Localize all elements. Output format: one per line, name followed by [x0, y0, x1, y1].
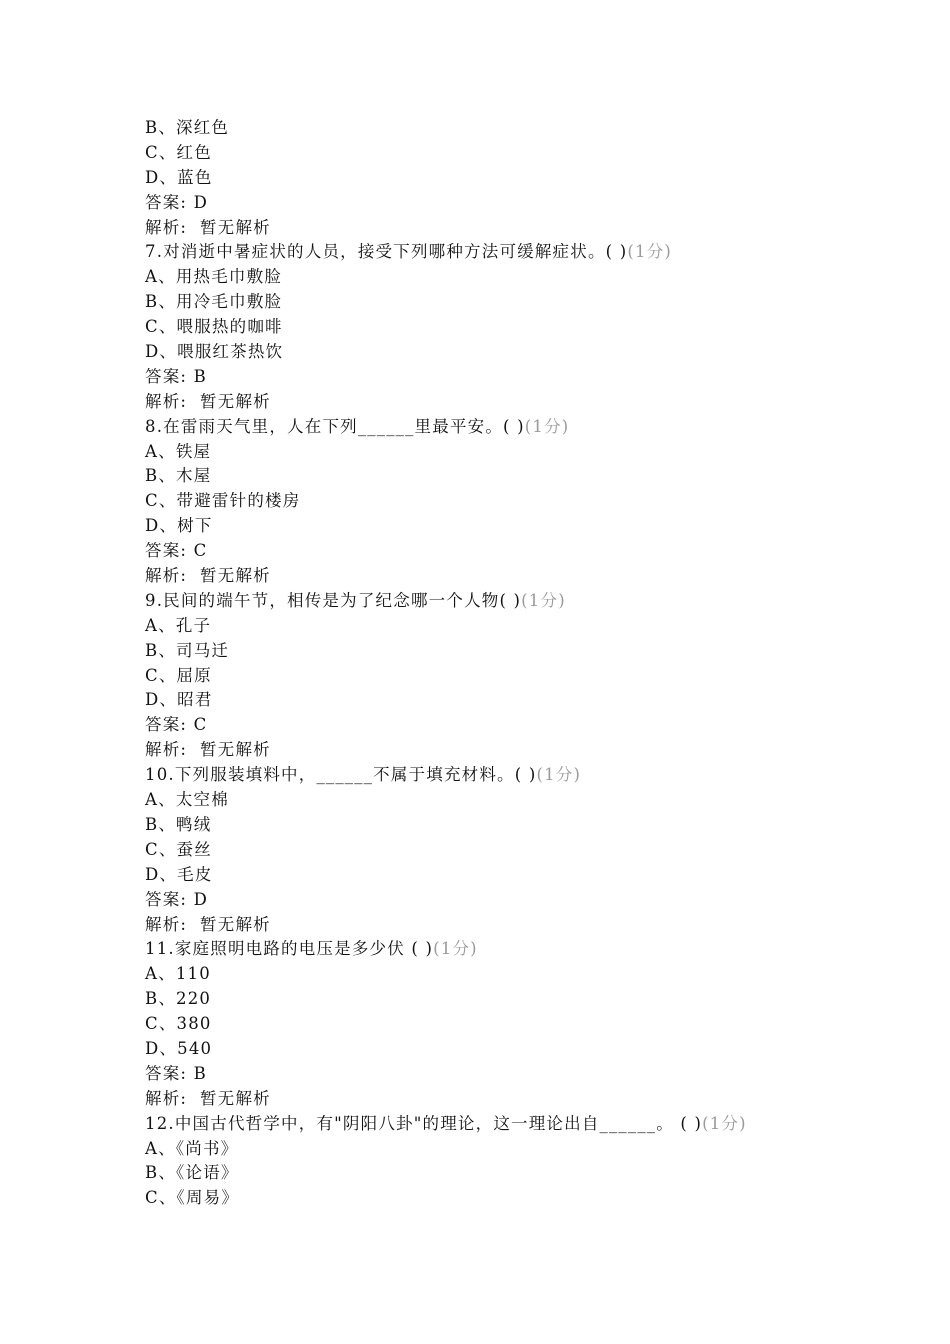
option-line [145, 664, 905, 689]
line-text: B、鸭绒 [145, 814, 212, 834]
option-line [145, 489, 905, 514]
option-line [145, 863, 905, 888]
option-line [145, 987, 905, 1012]
line-text: D、毛皮 [145, 864, 213, 884]
line-text: D、蓝色 [145, 167, 213, 187]
answer-line [145, 713, 905, 738]
explanation-line [145, 390, 905, 415]
line-text: D、喂服红茶热饮 [145, 342, 284, 362]
option-line [145, 166, 905, 191]
option-line [145, 1137, 905, 1162]
line-text: C、屈原 [145, 665, 212, 685]
answer-line [145, 1062, 905, 1087]
line-text: 答案: D [145, 192, 209, 212]
option-line [145, 614, 905, 639]
question-line [145, 763, 905, 788]
line-text: D、昭君 [145, 690, 213, 710]
option-line [145, 639, 905, 664]
line-text: 答案: B [145, 366, 207, 386]
line-text: 答案: D [145, 889, 209, 909]
line-text: 解析: 暂无解析 [145, 566, 271, 586]
line-text: D、540 [145, 1038, 213, 1058]
option-line [145, 141, 905, 166]
explanation-line [145, 738, 905, 763]
line-text: 解析: 暂无解析 [145, 740, 271, 760]
score-label: (1分) [433, 939, 478, 959]
line-text: 11.家庭照明电路的电压是多少伏 ( ) [145, 939, 434, 959]
line-text: C、380 [145, 1014, 212, 1034]
line-text: B、《论语》 [145, 1163, 239, 1183]
document-page [145, 116, 905, 1211]
question-line [145, 415, 905, 440]
option-line [145, 290, 905, 315]
line-text: A、110 [145, 964, 211, 984]
score-label: (1分) [524, 416, 570, 436]
score-label: (1分) [702, 1113, 747, 1133]
option-line [145, 464, 905, 489]
option-line [145, 340, 905, 365]
question-line [145, 937, 905, 962]
line-text: 解析: 暂无解析 [145, 1088, 271, 1108]
line-text: 答案: C [145, 541, 208, 561]
option-line [145, 838, 905, 863]
line-text: 7.对消逝中暑症状的人员，接受下列哪种方法可缓解症状。( ) [145, 242, 628, 262]
answer-line [145, 365, 905, 390]
line-text: A、用热毛巾敷脸 [145, 267, 283, 287]
score-label: (1分) [627, 242, 673, 262]
explanation-line [145, 913, 905, 938]
explanation-line [145, 1087, 905, 1112]
option-line [145, 962, 905, 987]
line-text: A、《尚书》 [145, 1138, 239, 1158]
line-text: D、树下 [145, 516, 213, 536]
line-text: B、木屋 [145, 466, 212, 486]
option-line [145, 1012, 905, 1037]
line-text: B、220 [145, 989, 212, 1009]
option-line [145, 514, 905, 539]
line-text: B、深红色 [145, 118, 230, 137]
question-line [145, 589, 905, 614]
explanation-line [145, 216, 905, 241]
line-text: 答案: C [145, 715, 208, 735]
option-line [145, 1037, 905, 1062]
option-line [145, 688, 905, 713]
question-line [145, 1112, 905, 1137]
line-text: B、用冷毛巾敷脸 [145, 292, 283, 312]
option-line [145, 265, 905, 290]
line-text: C、带避雷针的楼房 [145, 491, 301, 511]
option-line [145, 116, 905, 141]
line-text: A、太空棉 [145, 790, 229, 810]
option-line [145, 1161, 905, 1186]
line-text: 解析: 暂无解析 [145, 217, 271, 237]
answer-line [145, 539, 905, 564]
answer-line [145, 888, 905, 913]
question-line [145, 240, 905, 265]
line-text: 解析: 暂无解析 [145, 914, 271, 934]
line-text: 12.中国古代哲学中，有"阴阳八卦"的理论，这一理论出自______。 ( ) [145, 1113, 703, 1133]
line-text: C、喂服热的咖啡 [145, 317, 283, 337]
score-label: (1分) [521, 590, 566, 610]
option-line [145, 788, 905, 813]
option-line [145, 440, 905, 465]
line-text: 8.在雷雨天气里，人在下列______里最平安。( ) [145, 416, 525, 436]
answer-line [145, 191, 905, 216]
option-line [145, 315, 905, 340]
option-line [145, 1186, 905, 1211]
explanation-line [145, 564, 905, 589]
line-text: 解析: 暂无解析 [145, 391, 271, 411]
line-text: C、红色 [145, 142, 212, 162]
line-text: 10.下列服装填料中，______不属于填充材料。( ) [145, 765, 537, 785]
option-line [145, 813, 905, 838]
line-text: B、司马迁 [145, 640, 230, 660]
line-text: 9.民间的端午节，相传是为了纪念哪一个人物( ) [145, 590, 522, 610]
line-text: C、《周易》 [145, 1188, 240, 1208]
line-text: A、孔子 [145, 615, 212, 635]
line-text: 答案: B [145, 1063, 207, 1083]
line-text: A、铁屋 [145, 441, 212, 461]
score-label: (1分) [536, 765, 582, 785]
line-text: C、蚕丝 [145, 839, 212, 859]
